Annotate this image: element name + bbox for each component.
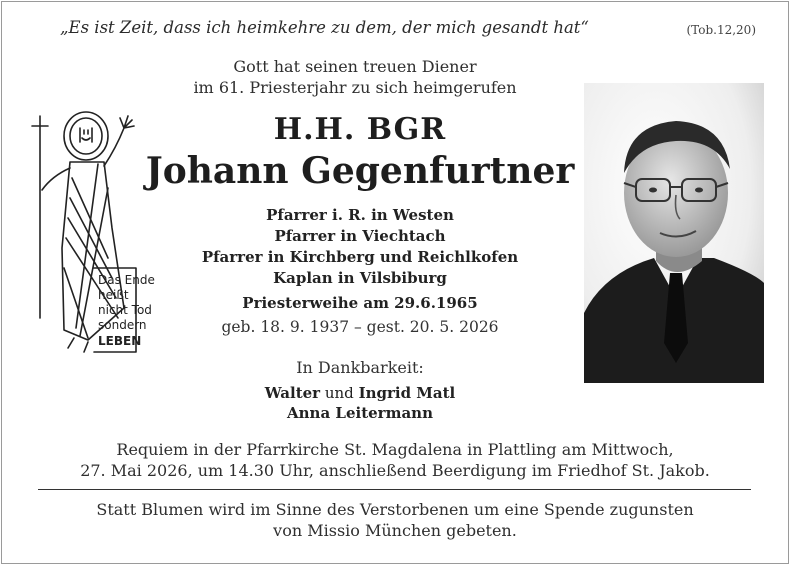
emblem-line: sondern <box>98 318 147 332</box>
intro-line: Gott hat seinen treuen Diener <box>233 57 477 76</box>
position-item: Pfarrer i. R. in Westen <box>266 206 454 224</box>
emblem-line: Das Ende <box>98 273 155 287</box>
intro-line: im 61. Priesterjahr zu sich heimgerufen <box>193 78 517 97</box>
mourner-name: Anna Leitermann <box>287 404 433 422</box>
mourners <box>150 383 570 423</box>
life-dates: geb. 18. 9. 1937 – gest. 20. 5. 2026 <box>221 318 499 336</box>
bible-quote: „Es ist Zeit, dass ich heimkehre zu dem, der mich gesandt hat“ <box>60 18 589 37</box>
divider <box>38 489 751 490</box>
ordination-date: Priesterweihe am 29.6.1965 <box>242 294 478 312</box>
conjunction: und <box>324 384 354 402</box>
mourner-first-name: Walter <box>264 384 321 402</box>
position-item: Kaplan in Vilsbiburg <box>273 269 447 287</box>
position-item: Pfarrer in Kirchberg und Reichlkofen <box>201 248 519 266</box>
portrait-photo <box>584 83 764 383</box>
requiem-line: 27. Mai 2026, um 14.30 Uhr, anschließend Beerdigung im Friedhof St. Jakob. <box>80 461 710 480</box>
emblem-line: LEBEN <box>98 334 142 348</box>
risen-christ-icon <box>28 108 168 358</box>
closing-line: von Missio München gebeten. <box>273 521 517 540</box>
gratitude-heading: In Dankbarkeit: <box>296 358 424 377</box>
requiem-notice <box>0 439 790 481</box>
mourner-line <box>150 383 570 403</box>
quote-reference: (Tob.12,20) <box>686 23 756 37</box>
emblem-line: nicht Tod <box>98 303 152 317</box>
requiem-line: Requiem in der Pfarrkirche St. Magdalena in Plattling am Mittwoch, <box>116 440 674 459</box>
mourner-line <box>150 403 570 423</box>
emblem-line: heißt <box>98 288 129 302</box>
deceased-name: Johann Gegenfurtner <box>145 150 575 192</box>
donation-request <box>0 499 790 541</box>
positions-list <box>150 205 570 289</box>
mourner-name: Ingrid Matl <box>358 384 456 402</box>
honorific-title: H.H. BGR <box>273 112 447 147</box>
closing-line: Statt Blumen wird im Sinne des Verstorbenen um eine Spende zugunsten <box>96 500 694 519</box>
position-item: Pfarrer in Viechtach <box>274 227 446 245</box>
